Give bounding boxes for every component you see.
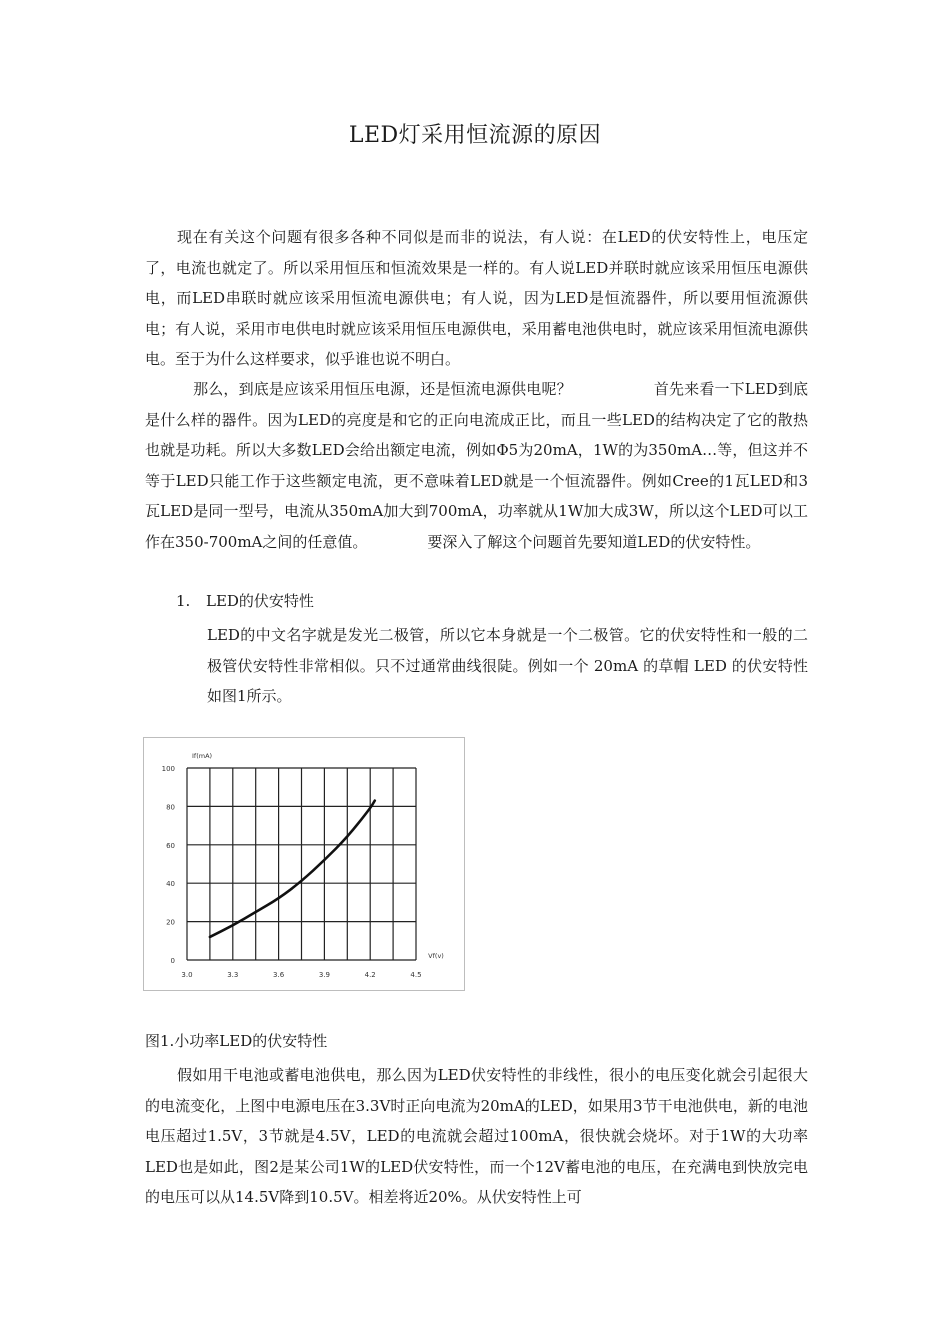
paragraph-intro: 现在有关这个问题有很多各种不同似是而非的说法，有人说：在LED的伏安特性上，电压定了，电流也就定了。所以采用恒压和恒流效果是一样的。有人说LED并联时就应该采用恒压电源供电，而LED串联时就应该采用恒流电源供电；有人说，因为LED是恒流器件，所以要用恒流源供电；有人说，采用市电供电时就应该采用恒压电源供电，采用蓄电池供电时，就应该采用恒流电源供电。至于为什么这样要求，似乎谁也说不明白。 [145, 228, 808, 368]
list-item-vi-characteristic [176, 590, 314, 611]
paragraph-transition: 要深入了解这个问题首先要知道LED的伏安特性。 [427, 532, 761, 551]
figure-caption: 图1.小功率LED的伏安特性 [145, 1032, 328, 1050]
y-tick-label: 80 [166, 803, 175, 812]
vi-chart [144, 738, 464, 990]
vi-curve-point [346, 836, 348, 838]
y-tick-label: 40 [166, 880, 175, 889]
vi-curve-point [324, 859, 326, 861]
vi-curve-line [210, 801, 375, 937]
document-title: LED灯采用恒流源的原因 [348, 123, 602, 148]
x-tick-label: 3.9 [318, 971, 330, 979]
x-tick-label: 3.0 [181, 971, 193, 979]
x-axis-label: Vf(v) [428, 952, 444, 960]
vi-curve-point [301, 880, 303, 882]
x-tick-label: 4.2 [364, 971, 376, 979]
y-tick-label: 20 [166, 918, 175, 927]
list-number: 1. [176, 592, 191, 610]
y-tick-label: 60 [166, 841, 175, 850]
y-tick-label: 100 [161, 765, 175, 773]
list-heading: LED的伏安特性 [206, 592, 314, 610]
y-axis-label: If(mA) [192, 752, 213, 760]
paragraph-battery: 假如用干电池或蓄电池供电，那么因为LED伏安特性的非线性，很小的电压变化就会引起很大的电流变化，上图中电源电压在3.3V时正向电流为20mA的LED，如果用3节干电池供电，新的电池电压超过1.5V，3节就是4.5V，LED的电流就会超过100mA，很快就会烧坏。对于1W的大功率LED也是如此，图2是某公司1W的LED伏安特性，而一个12V蓄电池的电压，在充满电到快放完电的电压可以从14.5V降到10.5V。相差将近20%。从伏安特性上可 [145, 1066, 808, 1206]
vi-curve-point [232, 925, 234, 927]
vi-curve-point [374, 800, 376, 802]
x-tick-label: 4.5 [410, 971, 422, 979]
list-body: LED的中文名字就是发光二极管，所以它本身就是一个二极管。它的伏安特性和一般的二极管伏安特性非常相似。只不过通常曲线很陡。例如一个 20mA 的草帽 LED 的伏安特性如图1所示。 [207, 626, 808, 705]
vi-curve-point [369, 807, 371, 809]
vi-curve-point [278, 898, 280, 900]
paragraph-led-device [145, 374, 808, 557]
paragraph-explanation: 首先来看一下LED到底是什么样的器件。因为LED的亮度是和它的正向电流成正比，而且一些LED的结构决定了它的散热也就是功耗。所以大多数LED会给出额定电流，例如Φ5为20mA，1W的为350mA…等，但这并不等于LED只能工作于这些额定电流，更不意味着LED就是一个恒流器件。例如Cree的1瓦LED和3瓦LED是同一型号，电流从350mA加大到700mA，功率就从1W加大成3W，所以这个LED可以工作在350-700mA之间的任意值。 [145, 380, 808, 551]
x-tick-label: 3.3 [227, 971, 239, 979]
vi-curve-point [209, 936, 211, 938]
figure-vi-chart [143, 737, 465, 991]
paragraph-question: 那么，到底是应该采用恒压电源，还是恒流电源供电呢？ [193, 380, 572, 398]
vi-curve-point [255, 911, 257, 913]
x-tick-label: 3.6 [273, 971, 285, 979]
y-tick-label: 0 [170, 957, 175, 965]
